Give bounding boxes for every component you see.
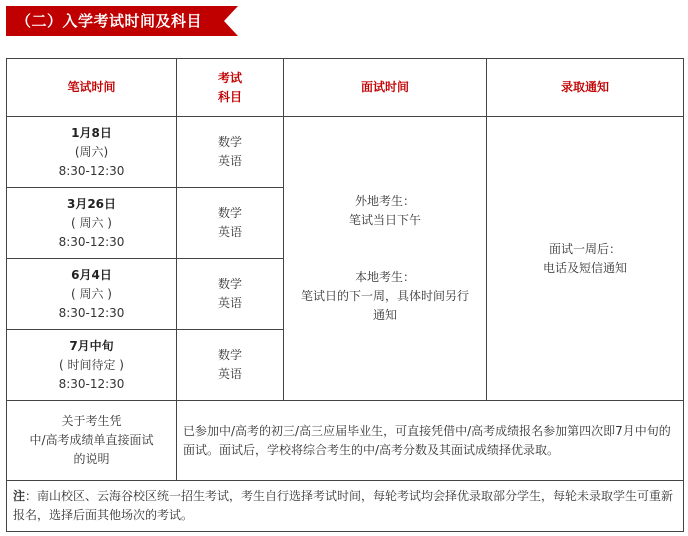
note-label-line-3: 的说明 xyxy=(73,452,110,466)
subject-math: 数学 xyxy=(217,277,242,291)
exam-date: 6月4日 xyxy=(71,267,112,282)
subjects-cell xyxy=(177,117,284,188)
note-row xyxy=(7,401,684,481)
exam-schedule-table xyxy=(6,58,684,532)
admission-notice-cell xyxy=(487,117,684,401)
subjects-cell xyxy=(177,259,284,330)
section-title: （二）入学考试时间及科目 xyxy=(16,12,203,30)
subject-math: 数学 xyxy=(217,348,242,362)
header-subjects-line2: 科目 xyxy=(217,89,242,104)
footnote-label: 注 xyxy=(13,489,26,503)
header-interview-time: 面试时间 xyxy=(284,59,487,117)
interview-local-text-2: 通知 xyxy=(372,308,397,322)
exam-hours: 8:30-12:30 xyxy=(58,234,125,249)
interview-local-text-1: 笔试日的下一周，具体时间另行 xyxy=(300,289,469,303)
exam-weekday: ( 时间待定 ) xyxy=(59,357,124,372)
subjects-cell xyxy=(177,330,284,401)
written-time-cell xyxy=(7,188,177,259)
note-text-cell: 已参加中/高考的初三/高三应届毕业生，可直接凭借中/高考成绩报名参加第四次即7月中旬的面试。面试后，学校将综合考生的中/高考分数及其面试成绩择优录取。 xyxy=(177,401,684,481)
exam-weekday: ( 周六 ) xyxy=(71,286,112,301)
interview-local-label: 本地考生： xyxy=(354,270,415,284)
exam-hours: 8:30-12:30 xyxy=(58,163,125,178)
admission-line-2: 电话及短信通知 xyxy=(542,260,627,275)
exam-weekday: (周六) xyxy=(74,144,109,159)
subject-english: 英语 xyxy=(217,225,242,239)
exam-date: 7月中旬 xyxy=(69,338,114,353)
subjects-cell xyxy=(177,188,284,259)
table-row xyxy=(7,117,684,188)
exam-hours: 8:30-12:30 xyxy=(58,305,125,320)
header-subjects xyxy=(177,59,284,117)
subject-english: 英语 xyxy=(217,154,242,168)
subject-english: 英语 xyxy=(217,367,242,381)
exam-weekday: ( 周六 ) xyxy=(71,215,112,230)
note-label-cell xyxy=(7,401,177,481)
interview-nonlocal-label: 外地考生： xyxy=(354,194,415,208)
written-time-cell xyxy=(7,330,177,401)
exam-hours: 8:30-12:30 xyxy=(58,376,125,391)
header-admission-notice: 录取通知 xyxy=(487,59,684,117)
interview-time-cell xyxy=(284,117,487,401)
table-header-row xyxy=(7,59,684,117)
header-written-time: 笔试时间 xyxy=(7,59,177,117)
written-time-cell xyxy=(7,117,177,188)
subject-math: 数学 xyxy=(217,135,242,149)
admission-line-1: 面试一周后： xyxy=(548,241,621,256)
section-banner xyxy=(6,6,234,36)
subject-math: 数学 xyxy=(217,206,242,220)
header-subjects-line1: 考试 xyxy=(217,70,242,85)
footnote-cell xyxy=(7,481,684,532)
footnote-row xyxy=(7,481,684,532)
exam-date: 1月8日 xyxy=(71,125,112,140)
note-label-line-2: 中/高考成绩单直接面试 xyxy=(29,433,154,447)
written-time-cell xyxy=(7,259,177,330)
note-label-line-1: 关于考生凭 xyxy=(61,414,122,428)
exam-date: 3月26日 xyxy=(66,196,117,211)
subject-english: 英语 xyxy=(217,296,242,310)
footnote-text: ：南山校区、云海谷校区统一招生考试，考生自行选择考试时间，每轮考试均会择优录取部分学生，每轮未录取学生可重新报名，选择后面其他场次的考试。 xyxy=(13,489,674,522)
interview-nonlocal-text: 笔试当日下午 xyxy=(348,213,421,227)
